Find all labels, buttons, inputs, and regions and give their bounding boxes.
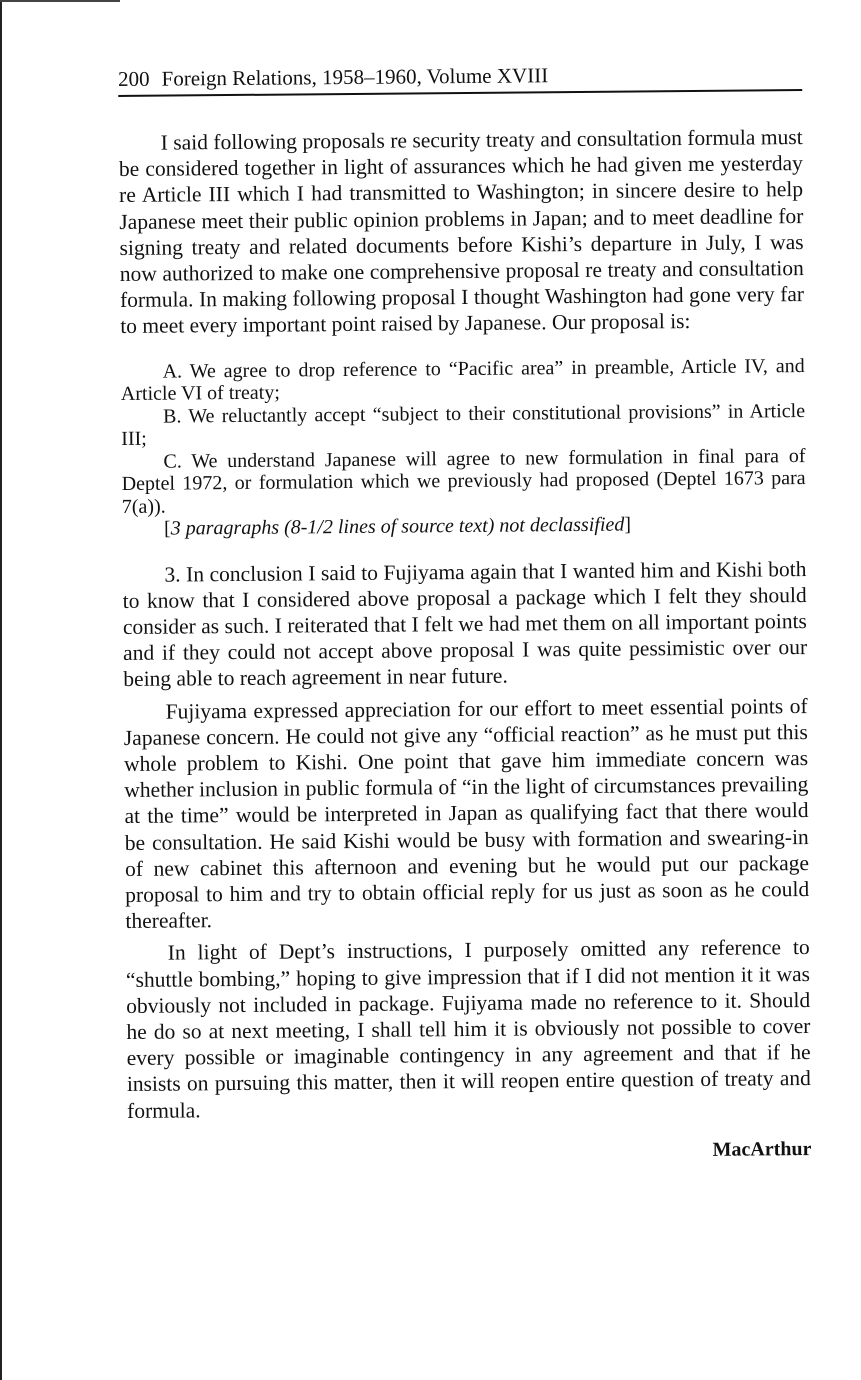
paragraph-conclusion: 3. In conclusion I said to Fujiyama again that I wanted him and Kishi both to know that I considered above proposal a package which I felt they should consider as such. I reiterated that I felt we had met them on all important points and if they could not accept above proposal I was quite pessimistic over our being able to reach agreement in near future.: [122, 556, 808, 692]
paragraph-fujiyama-response: Fujiyama expressed appreciation for our effort to meet essential points of Japanese concern. He could not give any “official reaction” as he must put this whole problem to Kishi. One point that gave him immediate concern was whether inclusion in public formula of “in the light of circumstances prevailing at the time” would be interpreted in Japan as qualifying fact that there would be consultation. He said Kishi would be busy with formation and swearing-in of new cabinet this afternoon and evening but he would put our package proposal to him and try to obtain official reply for us just as soon as he could thereafter.: [123, 693, 810, 934]
proposal-item-a: A. We agree to drop reference to “Pacific area” in preamble, Article IV, and Article VI of treaty;: [120, 354, 805, 406]
publication-title: Foreign Relations, 1958–1960, Volume XVIII: [161, 63, 549, 91]
redaction-note-text: 3 paragraphs (8-1/2 lines of source text) not declassified: [170, 513, 625, 540]
signature: MacArthur: [712, 1137, 812, 1161]
proposal-item-c: C. We understand Japanese will agree to new formulation in final para of Deptel 1972, or formulation which we previously had proposed (Deptel 1673 para 7(a)).: [121, 444, 806, 518]
running-header: [118, 60, 802, 97]
proposal-list: [121, 355, 807, 541]
paragraph-shuttle-bombing: In light of Dept’s instructions, I purposely omitted any reference to “shuttle bombing,” hoping to give impression that if I did not mention it it was obviously not included in package. Fujiyama made no reference to it. Should he do so at next meeting, I shall tell him it is obviously not possible to cover every possible or imaginable contingency in any agreement and that if he insists on pursuing this matter, then it will reopen entire question of treaty and formula.: [125, 935, 811, 1123]
redaction-close-bracket: ]: [624, 513, 632, 536]
redaction-open-bracket: [: [163, 517, 171, 540]
proposal-item-b: B. We reluctantly accept “subject to their constitutional provisions” in Article III;: [121, 399, 806, 451]
page-number: 200: [118, 66, 150, 91]
redaction-note: [122, 512, 806, 540]
paragraph-intro: I said following proposals re security treaty and consultation formula must be considered together in light of assurances which he had given me yesterday re Article III which I had transmitted to Washington; in sincere desire to help Japanese meet their public opinion problems in Japan; and to meet deadline for signing treaty and related documents before Kishi’s departure in July, I was now authorized to make one comprehensive proposal re treaty and consultation formula. In making following proposal I thought Washington had gone very far to meet every important point raised by Japanese. Our proposal is:: [118, 125, 805, 339]
scan-border-top: [0, 0, 120, 2]
scan-border-left: [0, 0, 2, 1380]
document-page: [118, 60, 812, 1168]
document-body: [119, 124, 812, 1168]
